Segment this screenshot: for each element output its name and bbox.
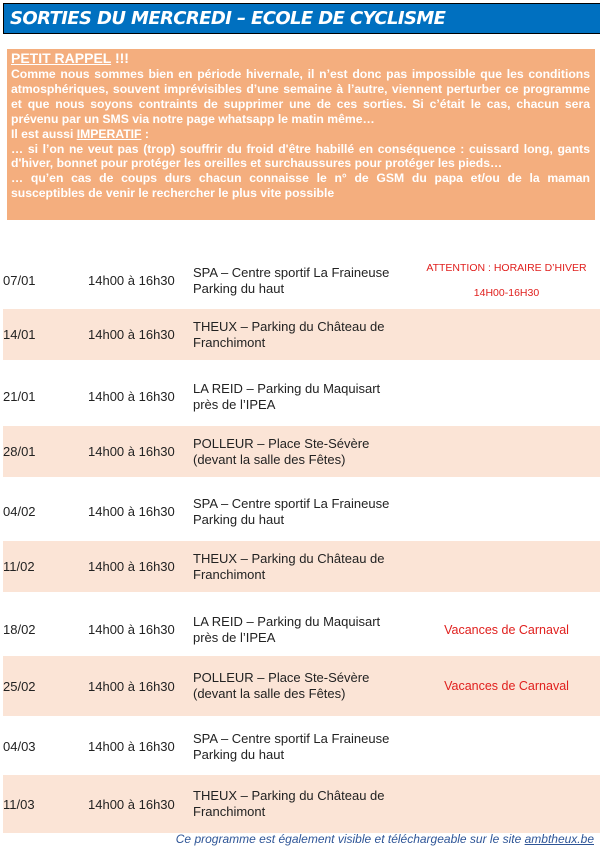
place-line-1: POLLEUR – Place Ste-Sévère xyxy=(193,670,370,685)
row-note xyxy=(413,255,600,306)
schedule-row xyxy=(3,486,600,537)
place-line-2: Franchimont xyxy=(193,804,266,819)
row-date: 21/01 xyxy=(3,389,36,404)
place-line-2: Franchimont xyxy=(193,334,266,350)
row-date: 18/02 xyxy=(3,622,36,637)
place-line-1: THEUX – Parking du Château de xyxy=(193,550,385,566)
imperatif-word: IMPERATIF xyxy=(76,126,142,141)
row-place xyxy=(193,371,423,422)
row-date: 14/01 xyxy=(3,327,36,342)
schedule-row xyxy=(3,721,600,772)
schedule-row xyxy=(3,604,600,655)
row-place xyxy=(193,309,423,360)
place-line-2: (devant la salle des Fêtes) xyxy=(193,686,346,701)
footer-text: Ce programme est également visible et téléchargeable sur le site xyxy=(175,832,525,846)
row-note xyxy=(413,426,600,477)
place-line-2: près de l’IPEA xyxy=(193,396,276,412)
row-time: 14h00 à 16h30 xyxy=(88,327,175,342)
row-time: 14h00 à 16h30 xyxy=(88,389,175,404)
row-date: 28/01 xyxy=(3,444,36,459)
place-line-2: près de l’IPEA xyxy=(193,629,276,645)
row-note: Vacances de Carnaval xyxy=(444,622,569,637)
row-place xyxy=(193,604,423,655)
row-time: 14h00 à 16h30 xyxy=(88,444,175,459)
row-date: 07/01 xyxy=(3,273,36,288)
row-place xyxy=(193,775,423,833)
note-line-2: 14H00-16H30 xyxy=(473,286,540,299)
row-place xyxy=(193,426,423,477)
place-line-2: Parking du haut xyxy=(193,511,285,527)
imperatif-suffix: : xyxy=(141,126,149,141)
schedule-row xyxy=(3,255,600,306)
row-time: 14h00 à 16h30 xyxy=(88,504,175,519)
row-place xyxy=(193,486,423,537)
schedule-row xyxy=(3,426,600,477)
row-note xyxy=(413,721,600,772)
row-place xyxy=(193,656,423,716)
row-note xyxy=(413,541,600,592)
imperatif-line xyxy=(11,127,590,142)
row-date: 04/02 xyxy=(3,504,36,519)
reminder-point-gsm: … qu’en cas de coups durs chacun connaisse le n° de GSM du papa et/ou de la maman susceptibles de venir le rechercher le plus vite possible xyxy=(11,171,590,201)
schedule-row xyxy=(3,371,600,422)
place-line-1: POLLEUR – Place Ste-Sévère xyxy=(193,435,370,451)
place-line-1: SPA – Centre sportif La Fraineuse xyxy=(193,264,390,280)
place-line-2: Franchimont xyxy=(193,566,266,582)
place-line-2: Parking du haut xyxy=(193,280,285,296)
row-time: 14h00 à 16h30 xyxy=(88,678,175,694)
reminder-point-clothing: … si l’on ne veut pas (trop) souffrir du froid d'être habillé en conséquence : cuissard long, gants d'hiver, bonnet pour protéger les oreilles et surchaussures pour protéger les pieds… xyxy=(11,141,590,171)
website-link[interactable]: ambtheux.be xyxy=(524,832,594,846)
row-place xyxy=(193,255,423,306)
schedule-row xyxy=(3,775,600,833)
place-line-1: SPA – Centre sportif La Fraineuse xyxy=(193,495,390,511)
row-note xyxy=(413,775,600,833)
row-time: 14h00 à 16h30 xyxy=(88,273,175,288)
row-place xyxy=(193,721,423,772)
place-line-1: THEUX – Parking du Château de xyxy=(193,788,385,803)
row-time: 14h00 à 16h30 xyxy=(88,622,175,637)
schedule-row xyxy=(3,309,600,360)
reminder-heading-underlined: PETIT RAPPEL xyxy=(11,50,112,66)
row-note xyxy=(413,371,600,422)
place-line-1: THEUX – Parking du Château de xyxy=(193,318,385,334)
reminder-paragraph: Comme nous sommes bien en période hivernale, il n’est donc pas impossible que les conditions atmosphériques, souvent imprévisibles d’une semaine à l’autre, viennent perturber ce programme et que nous soyons contraints de supprimer une de ces sorties. Si c’était le cas, chacun sera prévenu par un SMS via notre page whatsapp le matin même… xyxy=(11,67,590,126)
schedule-row xyxy=(3,656,600,716)
page-title: SORTIES DU MERCREDI – ECOLE DE CYCLISME xyxy=(3,3,600,34)
row-note xyxy=(413,486,600,537)
footer-note xyxy=(176,832,594,846)
row-time: 14h00 à 16h30 xyxy=(88,739,175,754)
reminder-box xyxy=(7,49,595,220)
note-line-1: ATTENTION : HORAIRE D’HIVER xyxy=(426,261,587,274)
reminder-heading xyxy=(11,50,590,67)
row-time: 14h00 à 16h30 xyxy=(88,796,175,812)
row-date: 25/02 xyxy=(3,678,36,694)
place-line-2: (devant la salle des Fêtes) xyxy=(193,451,346,467)
place-line-1: LA REID – Parking du Maquisart xyxy=(193,380,381,396)
row-date: 04/03 xyxy=(3,739,36,754)
schedule-row xyxy=(3,541,600,592)
reminder-heading-suffix: !!! xyxy=(111,50,129,66)
row-note xyxy=(413,309,600,360)
row-date: 11/02 xyxy=(3,559,35,574)
place-line-1: LA REID – Parking du Maquisart xyxy=(193,613,381,629)
row-time: 14h00 à 16h30 xyxy=(88,559,175,574)
place-line-2: Parking du haut xyxy=(193,746,285,762)
row-note: Vacances de Carnaval xyxy=(444,679,569,693)
row-date: 11/03 xyxy=(3,796,35,812)
place-line-1: SPA – Centre sportif La Fraineuse xyxy=(193,730,390,746)
imperatif-prefix: Il est aussi xyxy=(11,126,77,141)
row-place xyxy=(193,541,423,592)
